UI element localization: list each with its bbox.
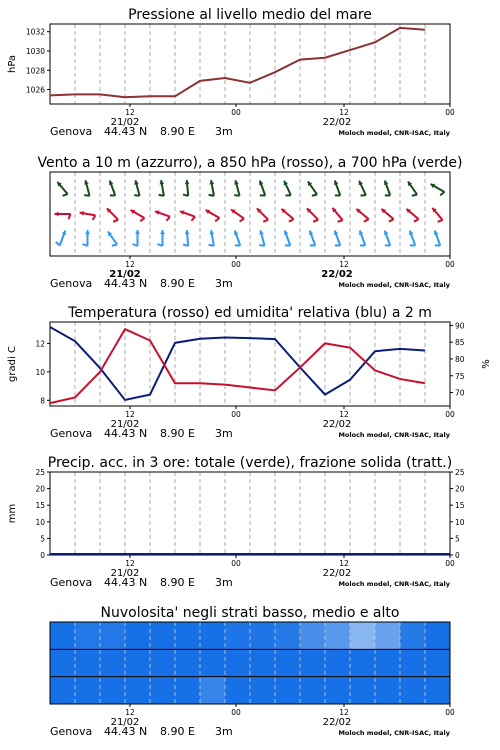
cloud-cell xyxy=(175,677,200,704)
date-label: 22/02 xyxy=(321,269,353,280)
cloud-cell xyxy=(250,622,275,649)
wind-barb xyxy=(109,180,115,195)
y-tick-label: 10 xyxy=(35,517,45,527)
cloud-cell xyxy=(150,622,175,649)
station-lat: 44.43 N xyxy=(104,277,148,290)
cloud-cell xyxy=(400,649,425,676)
cloud-cell xyxy=(400,677,425,704)
hour-label: 12 xyxy=(339,108,349,117)
barb-feather xyxy=(412,195,417,196)
y-tick-label: 8 xyxy=(40,396,45,406)
barb-feather xyxy=(259,245,264,246)
cloud-cell xyxy=(100,622,125,649)
cloud-cell xyxy=(300,622,325,649)
y-tick-label: 10 xyxy=(35,367,45,377)
wind-barb xyxy=(381,209,393,222)
wind-barb xyxy=(158,230,165,246)
panel-3 xyxy=(7,305,492,440)
y-tick-label: 5 xyxy=(40,534,45,544)
wind-barb xyxy=(134,180,139,195)
wind-barb xyxy=(309,230,315,245)
hour-label: 00 xyxy=(231,708,241,717)
y-right-tick-label: 80 xyxy=(455,354,465,364)
barb-feather xyxy=(389,219,394,222)
hour-label: 00 xyxy=(445,260,455,269)
cloud-cell xyxy=(425,649,450,676)
hour-label: 00 xyxy=(231,410,241,419)
cloud-cell xyxy=(175,622,200,649)
wind-barb xyxy=(84,180,89,195)
cloud-cell xyxy=(425,622,450,649)
cloud-cell xyxy=(225,677,250,704)
cloud-cell xyxy=(400,622,425,649)
station-name: Genova xyxy=(50,277,93,290)
wind-barb xyxy=(284,230,290,245)
barb-feather xyxy=(234,195,239,196)
station-alt: 3m xyxy=(215,277,233,290)
y-right-tick-label: 15 xyxy=(455,501,465,511)
wind-barb xyxy=(334,180,340,195)
barb-head xyxy=(185,230,190,234)
barb-feather xyxy=(191,217,195,221)
cloud-cell xyxy=(125,649,150,676)
wind-barb xyxy=(281,209,293,222)
chart-title: Precip. acc. in 3 ore: totale (verde), frazione solida (tratt.) xyxy=(47,455,453,471)
hour-label: 00 xyxy=(231,260,241,269)
station-lat: 44.43 N xyxy=(104,125,148,138)
barb-feather xyxy=(113,220,118,222)
model-credit: Moloch model, CNR-ISAC, Italy xyxy=(338,431,450,439)
model-credit: Moloch model, CNR-ISAC, Italy xyxy=(338,729,450,737)
cloud-cell xyxy=(75,677,100,704)
wind-barb xyxy=(257,208,268,221)
date-label: 21/02 xyxy=(110,419,140,430)
wind-barb xyxy=(434,230,440,245)
cloud-cell xyxy=(225,649,250,676)
barb-feather xyxy=(338,220,343,222)
cloud-cell xyxy=(275,622,300,649)
panel-1 xyxy=(7,7,455,138)
wind-barb xyxy=(159,180,165,196)
wind-barb xyxy=(131,210,145,221)
wind-barb xyxy=(259,180,265,195)
wind-barb xyxy=(234,230,240,245)
wind-barb xyxy=(406,209,418,222)
hour-label: 00 xyxy=(445,559,455,568)
model-credit: Moloch model, CNR-ISAC, Italy xyxy=(338,129,450,137)
cloud-cell xyxy=(275,649,300,676)
y-right-tick-label: 25 xyxy=(455,468,465,477)
station-lon: 8.90 E xyxy=(160,125,195,138)
hour-label: 12 xyxy=(339,559,349,568)
y-axis-label: hPa xyxy=(7,54,18,74)
station-name: Genova xyxy=(50,576,93,589)
y-tick-label: 1028 xyxy=(25,66,45,76)
y-axis-label-right: % xyxy=(481,359,492,369)
y-tick-label: 1030 xyxy=(25,46,45,56)
barb-head xyxy=(185,180,190,184)
wind-barb xyxy=(133,230,140,246)
cloud-cell xyxy=(350,622,375,649)
y-tick-label: 20 xyxy=(35,484,45,494)
station-name: Genova xyxy=(50,427,93,440)
hour-label: 12 xyxy=(339,410,349,419)
y-tick-label: 1032 xyxy=(25,27,45,37)
plot-frame xyxy=(50,24,450,104)
barb-head xyxy=(135,230,140,234)
barb-feather xyxy=(289,219,294,222)
y-tick-label: 25 xyxy=(35,468,45,477)
date-label: 21/02 xyxy=(110,117,140,128)
barb-feather xyxy=(209,195,214,196)
y-right-tick-label: 20 xyxy=(455,484,465,494)
cloud-cell xyxy=(175,649,200,676)
hour-label: 00 xyxy=(445,708,455,717)
cloud-cell xyxy=(150,649,175,676)
wind-barb xyxy=(307,208,318,221)
chart-title: Nuvolosita' negli strati basso, medio e alto xyxy=(100,605,400,621)
date-label: 22/02 xyxy=(322,117,352,128)
cloud-cell xyxy=(50,677,75,704)
cloud-cell xyxy=(200,677,225,704)
station-alt: 3m xyxy=(215,125,233,138)
y-right-tick-label: 5 xyxy=(455,534,460,544)
cloud-cell xyxy=(425,677,450,704)
barb-feather xyxy=(93,215,96,220)
station-lat: 44.43 N xyxy=(104,725,148,738)
barb-feather xyxy=(263,220,268,222)
y-tick-label: 12 xyxy=(35,339,45,349)
hour-label: 12 xyxy=(339,708,349,717)
date-label: 22/02 xyxy=(322,717,352,728)
wind-barb xyxy=(83,230,90,246)
barb-feather xyxy=(134,195,139,196)
hour-label: 12 xyxy=(339,260,349,269)
y-right-tick-label: 90 xyxy=(455,321,465,331)
station-lat: 44.43 N xyxy=(104,427,148,440)
hour-label: 12 xyxy=(125,708,135,717)
panel-5 xyxy=(50,605,455,738)
hour-label: 12 xyxy=(125,559,135,568)
y-right-tick-label: 0 xyxy=(455,551,460,560)
chart-title: Vento a 10 m (azzurro), a 850 hPa (rosso), a 700 hPa (verde) xyxy=(37,155,463,171)
cloud-cell xyxy=(150,677,175,704)
hour-label: 12 xyxy=(125,108,135,117)
hour-label: 00 xyxy=(231,108,241,117)
cloud-cell xyxy=(375,622,400,649)
cloud-cell xyxy=(300,677,325,704)
cloud-cell xyxy=(125,677,150,704)
barb-feather xyxy=(209,245,214,246)
cloud-cell xyxy=(250,649,275,676)
station-name: Genova xyxy=(50,125,93,138)
cloud-cell xyxy=(75,622,100,649)
barb-feather xyxy=(166,217,170,221)
model-credit: Moloch model, CNR-ISAC, Italy xyxy=(338,281,450,289)
panel-4 xyxy=(7,455,465,589)
wind-barb xyxy=(432,208,442,222)
panel-2 xyxy=(37,155,462,290)
cloud-cell xyxy=(100,677,125,704)
barb-feather xyxy=(159,195,164,196)
barb-feather xyxy=(112,245,117,246)
cloud-cell xyxy=(375,649,400,676)
wind-barb xyxy=(155,210,170,220)
cloud-cell xyxy=(350,677,375,704)
wind-barb xyxy=(55,212,71,219)
chart-title: Pressione al livello medio del mare xyxy=(128,7,372,23)
barb-head xyxy=(160,230,165,234)
cloud-cell xyxy=(275,677,300,704)
date-label: 22/02 xyxy=(322,568,352,579)
hour-label: 00 xyxy=(231,559,241,568)
barb-feather xyxy=(63,194,68,196)
barb-feather xyxy=(56,242,60,246)
barb-feather xyxy=(312,195,317,196)
hour-label: 00 xyxy=(445,108,455,117)
y-right-tick-label: 85 xyxy=(455,338,465,348)
barb-feather xyxy=(215,218,219,221)
cloud-cell xyxy=(225,622,250,649)
wind-barb xyxy=(308,181,317,195)
barb-feather xyxy=(364,219,369,222)
cloud-cell xyxy=(325,622,350,649)
barb-feather xyxy=(84,195,89,196)
wind-barb xyxy=(183,230,190,246)
station-lon: 8.90 E xyxy=(160,427,195,440)
temperature-line xyxy=(50,329,425,403)
wind-barb xyxy=(206,210,220,221)
cloud-cell xyxy=(75,649,100,676)
pressure-line xyxy=(50,28,425,97)
wind-barb xyxy=(209,230,215,246)
station-lat: 44.43 N xyxy=(104,576,148,589)
cloud-cell xyxy=(50,649,75,676)
date-label: 21/02 xyxy=(109,269,141,280)
barb-feather xyxy=(140,218,144,221)
wind-barb xyxy=(180,210,195,220)
wind-barb xyxy=(384,230,390,245)
y-tick-label: 15 xyxy=(35,501,45,511)
cloud-cell xyxy=(125,622,150,649)
hour-label: 12 xyxy=(125,260,135,269)
barb-feather xyxy=(414,219,419,222)
station-alt: 3m xyxy=(215,427,233,440)
hour-label: 00 xyxy=(445,410,455,419)
y-axis-label: gradi C xyxy=(7,346,18,382)
chart-title: Temperatura (rosso) ed umidita' relativa (blu) a 2 m xyxy=(68,305,432,321)
cloud-cell xyxy=(325,649,350,676)
wind-barb xyxy=(80,211,96,220)
cloud-cell xyxy=(250,677,275,704)
wind-barb xyxy=(409,230,415,245)
wind-barb xyxy=(231,209,244,221)
date-label: 22/02 xyxy=(322,419,352,430)
barb-head xyxy=(85,230,90,234)
wind-barb xyxy=(56,230,66,245)
cloud-cell xyxy=(200,649,225,676)
wind-barb xyxy=(334,230,340,245)
date-label: 21/02 xyxy=(110,568,140,579)
y-right-tick-label: 10 xyxy=(455,517,465,527)
barb-feather xyxy=(240,219,245,222)
station-name: Genova xyxy=(50,725,93,738)
barb-feather xyxy=(313,220,318,222)
wind-barb xyxy=(359,181,366,196)
wind-barb xyxy=(384,180,390,195)
wind-barb xyxy=(431,184,445,195)
y-tick-label: 0 xyxy=(40,551,45,560)
y-tick-label: 1026 xyxy=(25,85,45,95)
station-lon: 8.90 E xyxy=(160,725,195,738)
y-right-tick-label: 70 xyxy=(455,388,465,398)
wind-barb xyxy=(259,230,264,245)
wind-barb xyxy=(408,181,417,195)
cloud-cell xyxy=(350,649,375,676)
barb-feather xyxy=(440,192,444,195)
date-label: 21/02 xyxy=(110,717,140,728)
wind-barb xyxy=(356,209,368,222)
station-lon: 8.90 E xyxy=(160,277,195,290)
station-alt: 3m xyxy=(215,576,233,589)
cloud-cell xyxy=(50,622,75,649)
wind-barb xyxy=(107,208,118,221)
cloud-cell xyxy=(100,649,125,676)
model-credit: Moloch model, CNR-ISAC, Italy xyxy=(338,580,450,588)
wind-barb xyxy=(209,180,215,196)
wind-barb xyxy=(57,182,67,196)
wind-barb xyxy=(183,180,190,196)
station-lon: 8.90 E xyxy=(160,576,195,589)
y-right-tick-label: 75 xyxy=(455,371,465,381)
wind-barb xyxy=(332,208,342,222)
wind-barb xyxy=(108,231,117,245)
cloud-cell xyxy=(375,677,400,704)
hour-label: 12 xyxy=(125,410,135,419)
wind-barb xyxy=(284,181,291,196)
cloud-cell xyxy=(200,622,225,649)
cloud-cell xyxy=(300,649,325,676)
station-alt: 3m xyxy=(215,725,233,738)
y-axis-label: mm xyxy=(7,503,18,524)
cloud-cell xyxy=(325,677,350,704)
wind-barb xyxy=(234,180,239,195)
wind-barb xyxy=(359,230,365,245)
barb-feather xyxy=(438,220,443,222)
barb-head xyxy=(55,212,59,217)
